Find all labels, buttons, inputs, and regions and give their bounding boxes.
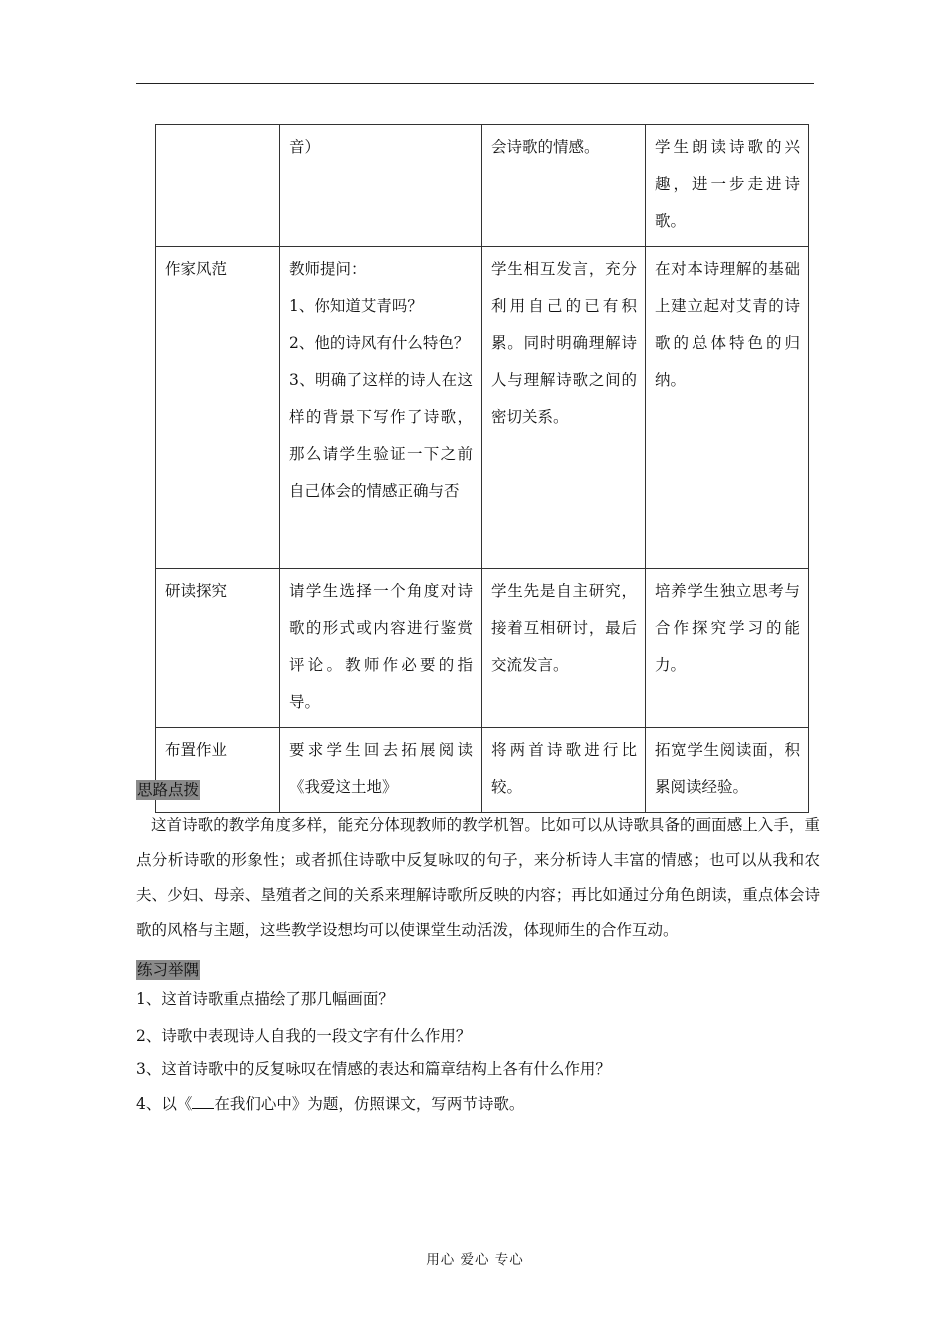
design-purpose-line: 培养学生独立思考与合作探究学习的能力。 (655, 582, 800, 674)
student-activity-line: 学生先是自主研究，接着互相研讨，最后交流发言。 (491, 582, 637, 674)
design-purpose-cell (646, 728, 809, 813)
student-activity-line: 将两首诗歌进行比较。 (491, 741, 637, 796)
question-4-prefix: 4、以《 (136, 1095, 193, 1113)
question-1: 1、这首诗歌重点描绘了那几幅画面？ (136, 990, 394, 1008)
lesson-plan-table (155, 124, 809, 813)
table-row (156, 728, 809, 813)
table-row (156, 247, 809, 569)
student-activity-cell (482, 247, 646, 569)
teacher-activity-line: 2、他的诗风有什么特色？ (289, 334, 470, 352)
design-purpose-line: 拓宽学生阅读面，积累阅读经验。 (655, 741, 800, 796)
teacher-activity-line: 1、你知道艾青吗？ (289, 297, 423, 315)
student-activity-line: 学生相互发言，充分利用自己的已有积累。同时明确理解诗人与理解诗歌之间的密切关系。 (491, 260, 637, 426)
table-row (156, 125, 809, 247)
student-activity-cell (482, 728, 646, 813)
stage-cell: 作家风范 (156, 247, 280, 569)
teacher-activity-line: 音） (289, 138, 321, 156)
student-activity-cell (482, 125, 646, 247)
teacher-activity-cell (280, 569, 482, 728)
teacher-activity-cell (280, 125, 482, 247)
question-2: 2、诗歌中表现诗人自我的一段文字有什么作用？ (136, 1027, 472, 1045)
exercise-section-title: 练习举隅 (137, 961, 200, 979)
teacher-activity-line: 3、明确了这样的诗人在这样的背景下写作了诗歌，那么请学生验证一下之前自己体会的情感正确与否 (289, 371, 473, 500)
stage-cell: 研读探究 (156, 569, 280, 728)
teacher-activity-line: 教师提问： (289, 260, 367, 278)
fill-in-blank (192, 1094, 214, 1109)
teacher-activity-cell (280, 728, 482, 813)
design-purpose-line: 在对本诗理解的基础上建立起对艾青的诗歌的总体特色的归纳。 (655, 260, 800, 389)
teacher-activity-cell (280, 247, 482, 569)
teacher-activity-line: 要求学生回去拓展阅读《我爱这土地》 (289, 741, 473, 796)
approach-paragraph: 这首诗歌的教学角度多样，能充分体现教师的教学机智。比如可以从诗歌具备的画面感上入手，重点分析诗歌的形象性；或者抓住诗歌中反复咏叹的句子，来分析诗人丰富的情感；也可以从我和农夫、少妇、母亲、垦殖者之间的关系来理解诗歌所反映的内容；再比如通过分角色朗读，重点体会诗歌的风格与主题，这些教学设想均可以使课堂生动活泼，体现师生的合作互动。 (136, 816, 820, 939)
question-4 (136, 1093, 820, 1115)
student-activity-cell (482, 569, 646, 728)
design-purpose-cell (646, 569, 809, 728)
question-3: 3、这首诗歌中的反复咏叹在情感的表达和篇章结构上各有什么作用？ (136, 1060, 611, 1078)
teacher-activity-line: 请学生选择一个角度对诗歌的形式或内容进行鉴赏评论。教师作必要的指导。 (289, 582, 473, 711)
page-footer: 用心 爱心 专心 (426, 1252, 524, 1268)
question-4-suffix: 在我们心中》为题，仿照课文，写两节诗歌。 (214, 1095, 525, 1113)
stage-cell: 布置作业 (156, 728, 280, 813)
approach-section-title: 思路点拨 (137, 781, 200, 799)
design-purpose-line: 学生朗读诗歌的兴趣，进一步走进诗歌。 (655, 138, 800, 230)
student-activity-line: 会诗歌的情感。 (491, 138, 600, 156)
stage-cell (156, 125, 280, 247)
design-purpose-cell (646, 247, 809, 569)
design-purpose-cell (646, 125, 809, 247)
header-rule (136, 83, 814, 84)
table-row (156, 569, 809, 728)
